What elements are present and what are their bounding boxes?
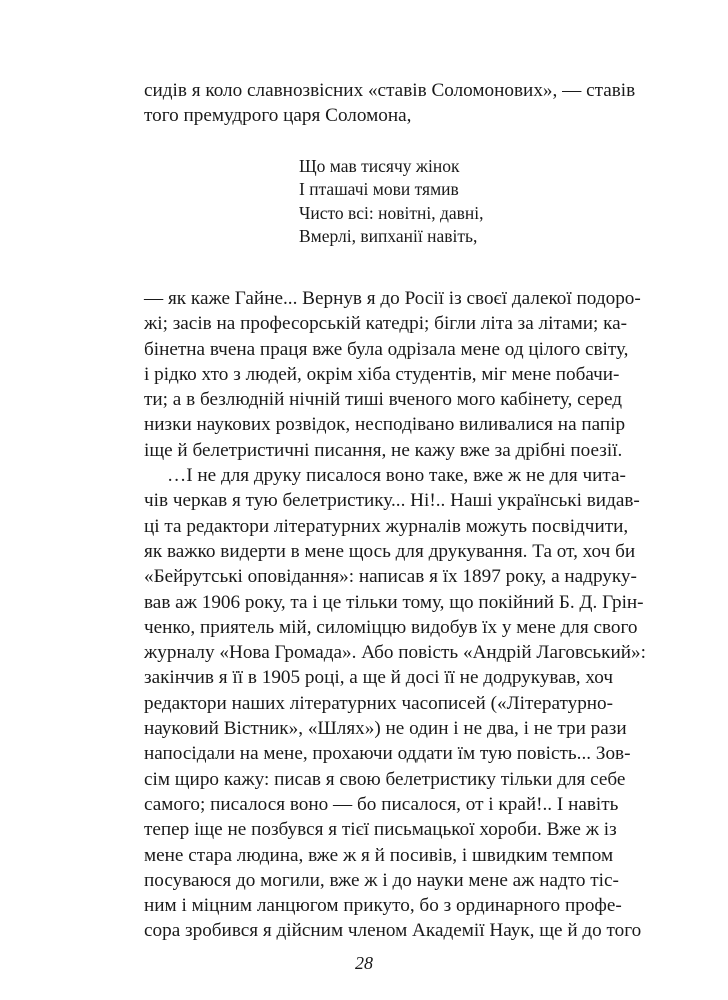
text-line: журналу «Нова Громада». Або повість «Андрій Лаговський»: <box>144 642 646 664</box>
text-line: чів черкав я тую белетристику... Ні!.. Наші українські видав- <box>144 490 640 512</box>
text-line: як важко видерти в мене щось для друкування. Та от, хоч би <box>144 540 636 562</box>
text-line: сім щиро кажу: писав я свою белетристику тільки для себе <box>144 768 626 790</box>
text-line: бінетна вчена праця вже була одрізала мене од цілого світу, <box>144 338 629 360</box>
text-line: низки наукових розвідок, несподівано виливалися на папір <box>144 414 626 436</box>
text-line: посуваюся до могили, вже ж і до науки мене аж надто тіс- <box>144 869 619 891</box>
text-line: ченко, приятель мій, силоміццю видобув їх у мене для свого <box>144 616 638 638</box>
page-number: 28 <box>355 953 373 973</box>
text-line: напосідали на мене, прохаючи оддати їм тую повість... Зов- <box>144 743 631 765</box>
text-line: …І не для друку писалося воно таке, вже ж не для чита- <box>167 465 626 487</box>
text-line: і рідко хто з людей, окрім хіба студентів, міг мене побачи- <box>144 363 620 385</box>
text-line: самого; писалося воно — бо писалося, от і край!.. І навіть <box>144 793 619 815</box>
poem-line: Чисто всі: новітні, давні, <box>299 202 484 223</box>
text-line: мене стара людина, вже ж я й посивів, і швидким темпом <box>144 844 614 866</box>
text-line: науковий Вістник», «Шлях») не один і не два, і не три рази <box>144 718 627 740</box>
poem-line: І пташачі мови тямив <box>299 179 459 200</box>
text-line: сора зробився я дійсним членом Академії Наук, ще й до того <box>144 920 642 942</box>
text-line: того премудрого царя Соломона, <box>144 105 412 127</box>
text-line: вав аж 1906 року, та і це тільки тому, що покійний Б. Д. Грін- <box>144 591 644 613</box>
text-line: ним і міцним ланцюгом прикуто, бо з ординарного профе- <box>144 895 622 917</box>
opening-paragraph <box>144 78 636 129</box>
text-line: іще й белетристичні писання, не кажу вже за дрібні поезії. <box>144 439 623 461</box>
poem-line: Що мав тисячу жінок <box>299 156 460 176</box>
body-text <box>144 286 646 944</box>
text-line: сидів я коло славнозвісних «ставів Соломонових», — ставів <box>144 80 636 101</box>
text-line: закінчив я її в 1905 році, а ще й досі її не додрукував, хоч <box>144 667 613 689</box>
text-line: ці та редактори літературних журналів можуть посвідчити, <box>144 515 629 537</box>
text-line: редактори наших літературних часописей («Літературно- <box>144 692 614 714</box>
poem-quote <box>299 155 483 249</box>
text-line: тепер іще не позбувся я тієї письмацької хороби. Вже ж із <box>144 819 617 841</box>
text-line: жі; засів на професорській катедрі; бігли літа за літами; ка- <box>144 313 628 335</box>
text-line: ти; а в безлюдній нічній тиші вченого мого кабінету, серед <box>144 389 622 411</box>
poem-line: Вмерлі, випханії навіть, <box>299 226 478 247</box>
text-line: «Бейрутські оповідання»: написав я їх 1897 року, а надруку- <box>144 566 637 588</box>
text-line: — як каже Гайне... Вернув я до Росії із своєї далекої подоро- <box>144 288 641 309</box>
